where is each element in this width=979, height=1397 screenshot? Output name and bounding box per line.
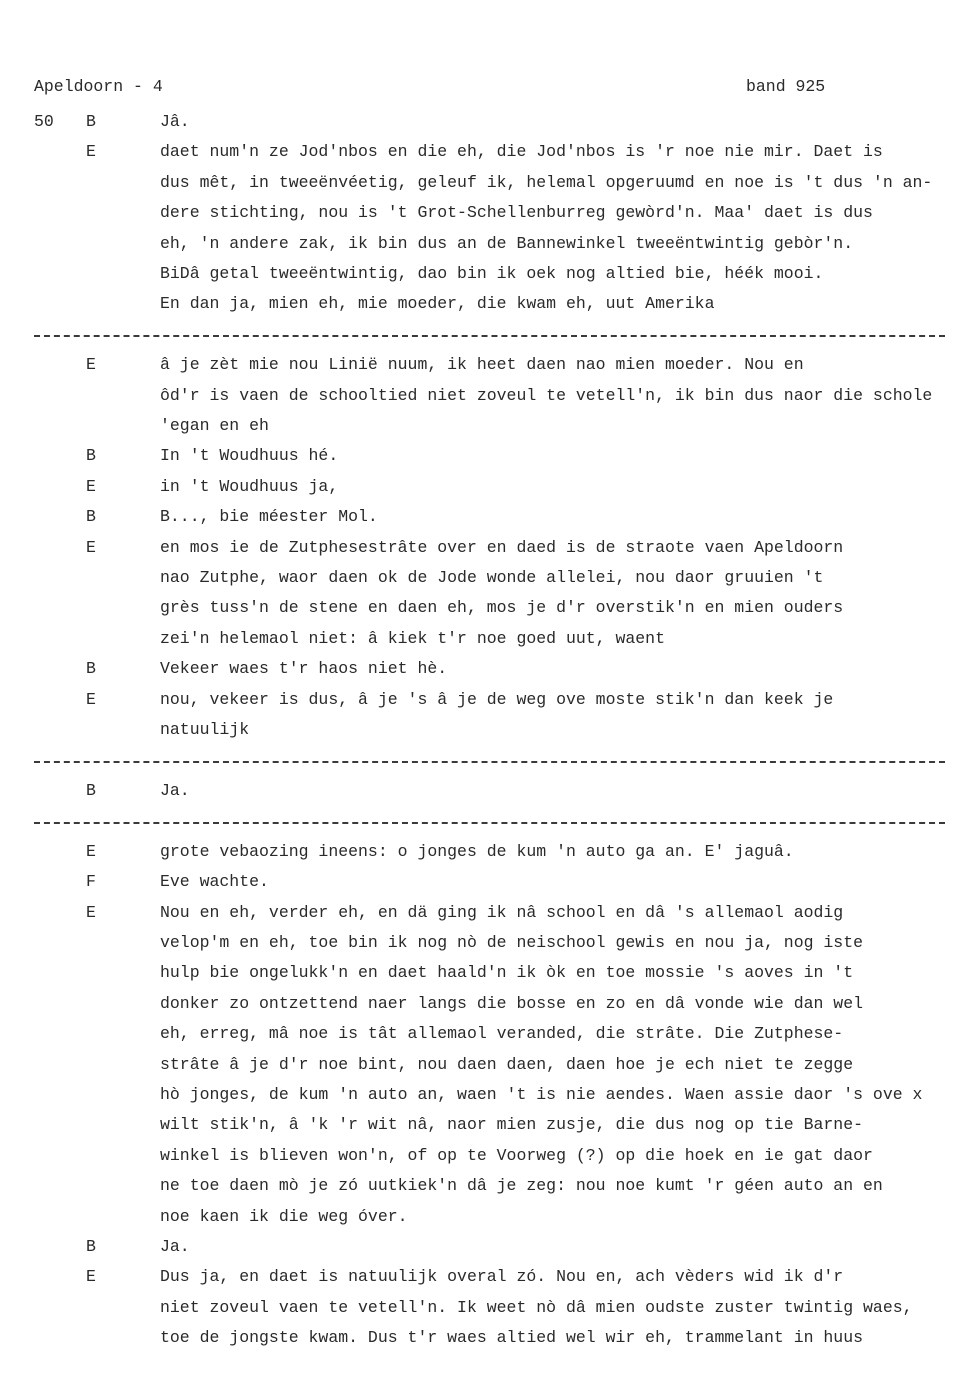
- text-line: toe de jongste kwam. Dus t'r waes altied wel wir eh, trammelant in huus: [160, 1328, 864, 1348]
- utterance-text: [160, 654, 979, 684]
- text-line: wilt stik'n, â 'k 'r wit nâ, naor mien zusje, die dus nog op tie Barne-: [160, 1115, 864, 1135]
- utterance-row: [0, 867, 979, 897]
- text-line: Eve wachte.: [160, 872, 269, 892]
- text-line: Nou en eh, verder eh, en dä ging ik nâ school en dâ 's allemaol aodig: [160, 902, 844, 922]
- utterance-row: [0, 898, 979, 1232]
- text-line: winkel is blieven won'n, of op te Voorweg (?) op die hoek en ie gat daor: [160, 1145, 873, 1165]
- utterance-row: [0, 472, 979, 502]
- utterance-row: [0, 1232, 979, 1262]
- text-line: grès tuss'n de stene en daen eh, mos je d'r overstik'n en mien ouders: [160, 598, 844, 618]
- text-line: nao Zutphe, waor daen ok de Jode wonde allelei, nou daor gruuien 't: [160, 568, 824, 588]
- section-divider: [0, 746, 979, 776]
- text-line: In 't Woudhuus hé.: [160, 446, 339, 466]
- utterance-text: [160, 350, 979, 441]
- utterance-row: [0, 1262, 979, 1353]
- utterance-text: [160, 472, 979, 502]
- transcript-body: [0, 107, 979, 1354]
- line-number: 50: [34, 112, 54, 131]
- speaker-label: E: [86, 476, 96, 496]
- speaker-label: F: [86, 872, 96, 892]
- text-line: BiDâ getal tweeëntwintig, dao bin ik oek nog altied bie, héék mooi.: [160, 264, 824, 284]
- text-line: velop'm en eh, toe bin ik nog nò de neischool gewis en nou ja, nog iste: [160, 932, 864, 952]
- speaker-label: B: [86, 1236, 96, 1256]
- text-line: hò jonges, de kum 'n auto an, waen 't is nie aendes. Waen assie daor 's ove x: [160, 1084, 923, 1104]
- speaker-label: E: [86, 841, 96, 861]
- utterance-row: [0, 107, 979, 137]
- text-line: ne toe daen mò je zó uutkiek'n dâ je zeg: nou noe kumt 'r géen auto an en: [160, 1176, 883, 1196]
- text-line: dus mêt, in tweeënvéetig, geleuf ik, helemal opgeruumd en noe is 't dus 'n an-: [160, 172, 933, 192]
- text-line: in 't Woudhuus ja,: [160, 476, 339, 496]
- utterance-row: [0, 533, 979, 655]
- utterance-text: [160, 502, 979, 532]
- text-line: daet num'n ze Jod'nbos en die eh, die Jod'nbos is 'r noe nie mir. Daet is: [160, 142, 883, 162]
- speaker-label: B: [86, 507, 96, 527]
- speaker-label: E: [86, 355, 96, 375]
- text-line: eh, erreg, mâ noe is tât allemaol veranded, die strâte. Die Zutphese-: [160, 1024, 844, 1044]
- text-line: â je zèt mie nou Linië nuum, ik heet daen nao mien moeder. Nou en: [160, 355, 804, 375]
- utterance-row: [0, 685, 979, 746]
- location-title: Apeldoorn - 4: [34, 77, 163, 96]
- text-line: B..., bie méester Mol.: [160, 507, 378, 527]
- text-line: Ja.: [160, 780, 190, 800]
- text-line: eh, 'n andere zak, ik bin dus an de Bannewinkel tweeëntwintig gebòr'n.: [160, 233, 854, 253]
- speaker-label: B: [86, 446, 96, 466]
- page-header: [34, 77, 945, 99]
- text-line: natuulijk: [160, 720, 250, 740]
- text-line: ôd'r is vaen de schooltied niet zoveul te vetell'n, ik bin dus naor die schole: [160, 385, 933, 405]
- utterance-row: [0, 137, 979, 319]
- utterance-text: [160, 776, 979, 806]
- text-line: Dus ja, en daet is natuulijk overal zó. Nou en, ach vèders wid ik d'r: [160, 1267, 844, 1287]
- utterance-text: [160, 441, 979, 471]
- utterance-row: [0, 350, 979, 441]
- utterance-text: [160, 867, 979, 897]
- text-line: grote vebaozing ineens: o jonges de kum 'n auto ga an. E' jaguâ.: [160, 841, 794, 861]
- speaker-label: E: [86, 689, 96, 709]
- utterance-text: [160, 107, 979, 137]
- text-line: 'egan en eh: [160, 416, 269, 436]
- utterance-text: [160, 137, 979, 319]
- utterance-text: [160, 1262, 979, 1353]
- speaker-label: E: [86, 537, 96, 557]
- utterance-text: [160, 685, 979, 746]
- utterance-row: [0, 776, 979, 806]
- section-divider: [0, 320, 979, 350]
- text-line: niet zoveul vaen te vetell'n. Ik weet nò dâ mien oudste zuster twintig waes,: [160, 1297, 913, 1317]
- text-line: hulp bie ongelukk'n en daet haald'n ik òk en toe mossie 's aoves in 't: [160, 963, 854, 983]
- text-line: zei'n helemaol niet: â kiek t'r noe goed uut, waent: [160, 628, 665, 648]
- text-line: en mos ie de Zutphesestrâte over en daed is de straote vaen Apeldoorn: [160, 537, 844, 557]
- utterance-row: [0, 441, 979, 471]
- utterance-text: [160, 533, 979, 655]
- speaker-label: B: [86, 780, 96, 800]
- speaker-label: E: [86, 1267, 96, 1287]
- text-line: Jâ.: [160, 112, 190, 131]
- utterance-row: [0, 502, 979, 532]
- speaker-label: B: [86, 659, 96, 679]
- text-line: Ja.: [160, 1236, 190, 1256]
- text-line: En dan ja, mien eh, mie moeder, die kwam eh, uut Amerika: [160, 294, 715, 314]
- tape-number: band 925: [746, 77, 826, 96]
- text-line: donker zo ontzettend naer langs die bosse en zo en dâ vonde wie dan wel: [160, 993, 864, 1013]
- utterance-row: [0, 654, 979, 684]
- speaker-label: B: [86, 112, 96, 131]
- utterance-text: [160, 837, 979, 867]
- text-line: Vekeer waes t'r haos niet hè.: [160, 659, 448, 679]
- text-line: nou, vekeer is dus, â je 's â je de weg ove moste stik'n dan keek je: [160, 689, 834, 709]
- text-line: dere stichting, nou is 't Grot-Schellenburreg gewòrd'n. Maa' daet is dus: [160, 203, 873, 223]
- section-divider: [0, 806, 979, 836]
- utterance-row: [0, 837, 979, 867]
- text-line: strâte â je d'r noe bint, nou daen daen, daen hoe je ech niet te zegge: [160, 1054, 854, 1074]
- speaker-label: E: [86, 902, 96, 922]
- speaker-label: E: [86, 142, 96, 162]
- utterance-text: [160, 898, 979, 1232]
- text-line: noe kaen ik die weg óver.: [160, 1206, 408, 1226]
- utterance-text: [160, 1232, 979, 1262]
